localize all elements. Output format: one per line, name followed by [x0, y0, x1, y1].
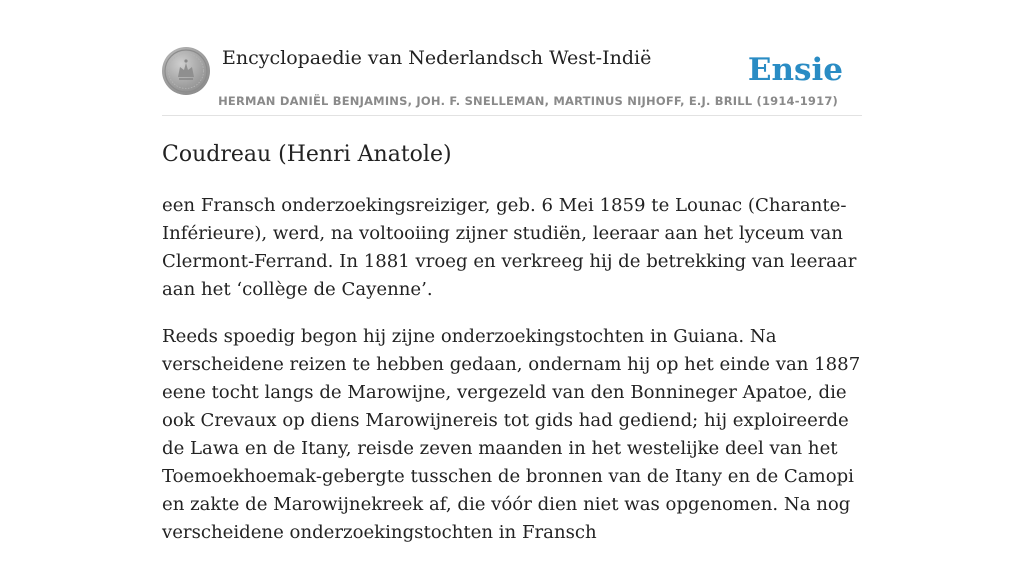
entry-body	[162, 192, 862, 566]
entry-paragraph: een Fransch onderzoekingsreiziger, geb. 6 Mei 1859 te Lounac (Charante-Inférieure), werd, na voltooiing zijner studiën, leeraar aan het lyceum van Clermont-Ferrand. In 1881 vroeg en verkreeg hij de betrekking van leeraar aan het ‘collège de Cayenne’.	[162, 195, 857, 300]
header-divider	[162, 115, 862, 116]
authors-line: HERMAN DANIËL BENJAMINS, JOH. F. SNELLEMAN, MARTINUS NIJHOFF, E.J. BRILL (1914-1917)	[218, 94, 838, 108]
brand-logo[interactable]: Ensie	[747, 52, 843, 88]
coin-emblem-icon[interactable]	[162, 47, 210, 95]
page	[162, 0, 862, 543]
entry-title: Coudreau (Henri Anatole)	[162, 142, 452, 167]
entry-paragraph: Reeds spoedig begon hij zijne onderzoekingstochten in Guiana. Na verscheidene reizen te hebben gedaan, ondernam hij op het einde van 1887 eene tocht langs de Marowijne, vergezeld van den Bonnineger Apatoe, die ook Crevaux op diens Marowijnereis tot gids had gediend; hij exploireerde de Lawa en de Itany, reisde zeven maanden in het westelijke deel van het Toemoekhoemak-gebergte tusschen de bronnen van de Itany en de Camopi en zakte de Marowijnekreek af, die vóór dien niet was opgenomen. Na nog verscheidene onderzoekingstochten in Fransch	[162, 326, 861, 543]
site-title[interactable]: Encyclopaedie van Nederlandsch West-Indië	[222, 47, 652, 69]
